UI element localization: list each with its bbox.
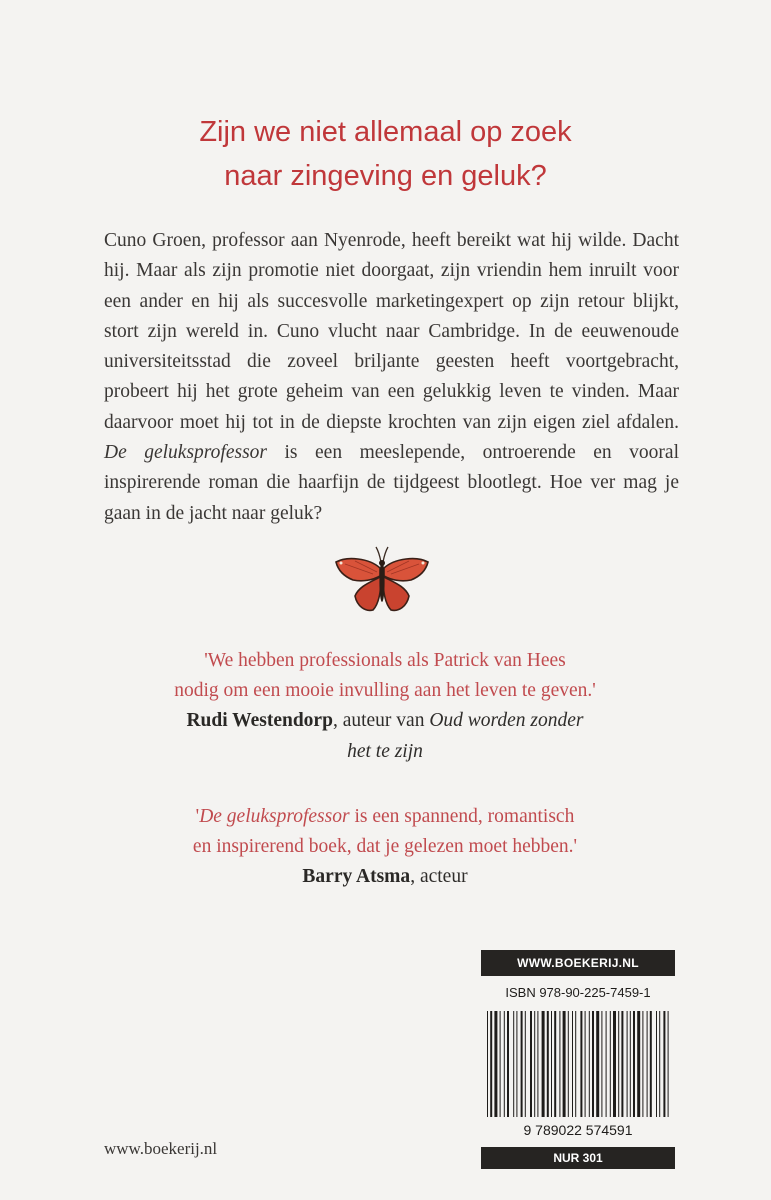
isbn-text: ISBN 978-90-225-7459-1	[505, 985, 651, 1000]
quote-1-work-line-2: het te zijn	[347, 740, 423, 762]
quote-1-author: Rudi Westendorp	[186, 710, 333, 732]
barcode-bar	[490, 1011, 492, 1117]
barcode-bar	[572, 1011, 573, 1117]
review-quote-2	[90, 802, 680, 893]
barcode-bar	[650, 1011, 652, 1117]
barcode-bar	[630, 1011, 631, 1117]
barcode-bar	[663, 1011, 665, 1117]
barcode-block	[481, 950, 675, 1169]
barcode-bar	[656, 1011, 657, 1117]
quote-2-attribution	[90, 862, 680, 892]
barcode-bar	[580, 1011, 582, 1117]
barcode-bar	[668, 1011, 669, 1117]
barcode-bar	[487, 1011, 488, 1117]
barcode-bar	[592, 1011, 594, 1117]
barcode-bars	[487, 1011, 669, 1117]
barcode-bar	[507, 1011, 509, 1117]
blurb-part-1: Cuno Groen, professor aan Nyenrode, heeft bereikt wat hij wilde. Dacht hij. Maar als zijn promotie niet doorgaat, zijn vriendin hem inruilt voor een ander en hij als succesvolle marketingexpert op zijn retour blijkt, stort zijn wereld in. Cuno vlucht naar Cambridge. In de eeuwenoude universiteitsstad die zoveel briljante geesten heeft voortgebracht, probeert hij het grote geheim van een gelukkig leven te vinden. Maar daarvoor moet hij tot in de diepste krochten van zijn eigen ziel afdalen.	[104, 230, 679, 433]
barcode-bar	[568, 1011, 569, 1117]
barcode-bar	[559, 1011, 560, 1117]
blurb-paragraph	[104, 226, 679, 529]
barcode-bar	[547, 1011, 549, 1117]
barcode-bar	[601, 1011, 602, 1117]
barcode-bar	[554, 1011, 556, 1117]
barcode-bar	[500, 1011, 501, 1117]
blurb-part-2: is een meeslepende, ontroerende en vooral inspirerende roman die haarfijn de tijdgeest blootlegt. Hoe ver mag je gaan in de jacht naar geluk?	[104, 442, 679, 524]
quote-2-attribution-text: , acteur	[410, 866, 468, 888]
book-blurb	[104, 226, 679, 529]
barcode-bar	[525, 1011, 526, 1117]
barcode-bar	[521, 1011, 523, 1117]
barcode-bar	[589, 1011, 590, 1117]
quote-1-line-1: 'We hebben professionals als Patrick van Hees	[204, 650, 566, 671]
barcode-bar	[613, 1011, 616, 1117]
quote-2-author: Barry Atsma	[302, 866, 411, 888]
quote-1-work-line-1: Oud worden zonder	[429, 710, 584, 732]
butterfly-icon	[333, 544, 431, 616]
barcode-bar	[637, 1011, 640, 1117]
quote-2-line-1	[90, 802, 680, 832]
footer-url: www.boekerij.nl	[104, 1139, 218, 1158]
barcode-digits: 9 789022 574591	[523, 1122, 633, 1138]
publisher-web-label: WWW.BOEKERIJ.NL	[481, 950, 675, 976]
headline-line-1: Zijn we niet allemaal op zoek	[199, 116, 572, 148]
barcode-bar	[513, 1011, 514, 1117]
quote-2-line-1-rest: is een spannend, romantisch	[349, 806, 575, 827]
barcode-bar	[606, 1011, 607, 1117]
barcode-bar	[551, 1011, 552, 1117]
barcode-bar	[537, 1011, 538, 1117]
barcode-bar	[647, 1011, 648, 1117]
quote-2-open-mark: '	[195, 806, 200, 827]
blurb-book-title: De geluksprofessor	[104, 442, 268, 464]
barcode-bar	[618, 1011, 619, 1117]
barcode-bar	[494, 1011, 497, 1117]
nur-label: NUR 301	[481, 1147, 675, 1169]
barcode-bar	[633, 1011, 635, 1117]
barcode-bar	[585, 1011, 586, 1117]
review-quote-1	[90, 646, 680, 767]
barcode-bar	[534, 1011, 535, 1117]
barcode-bar	[516, 1011, 517, 1117]
quote-1-line-2: nodig om een mooie invulling aan het leven te geven.'	[174, 680, 596, 702]
barcode	[481, 1009, 675, 1139]
barcode-bar	[627, 1011, 628, 1117]
barcode-bar	[610, 1011, 611, 1117]
barcode-bar	[659, 1011, 660, 1117]
barcode-bar	[530, 1011, 532, 1117]
barcode-bar	[563, 1011, 566, 1117]
barcode-bar	[642, 1011, 643, 1117]
barcode-bar	[621, 1011, 623, 1117]
quote-2-book-title: De geluksprofessor	[199, 806, 350, 827]
quote-1-attribution	[90, 706, 680, 736]
barcode-bar	[596, 1011, 599, 1117]
barcode-bar	[575, 1011, 576, 1117]
barcode-bar	[542, 1011, 545, 1117]
headline-line-2: naar zingeving en geluk?	[224, 160, 547, 192]
headline	[0, 110, 771, 198]
quote-2-line-2: en inspirerend boek, dat je gelezen moet hebben.'	[192, 836, 578, 858]
quote-1-attribution-prefix: , auteur van	[332, 710, 430, 732]
barcode-bar	[504, 1011, 505, 1117]
